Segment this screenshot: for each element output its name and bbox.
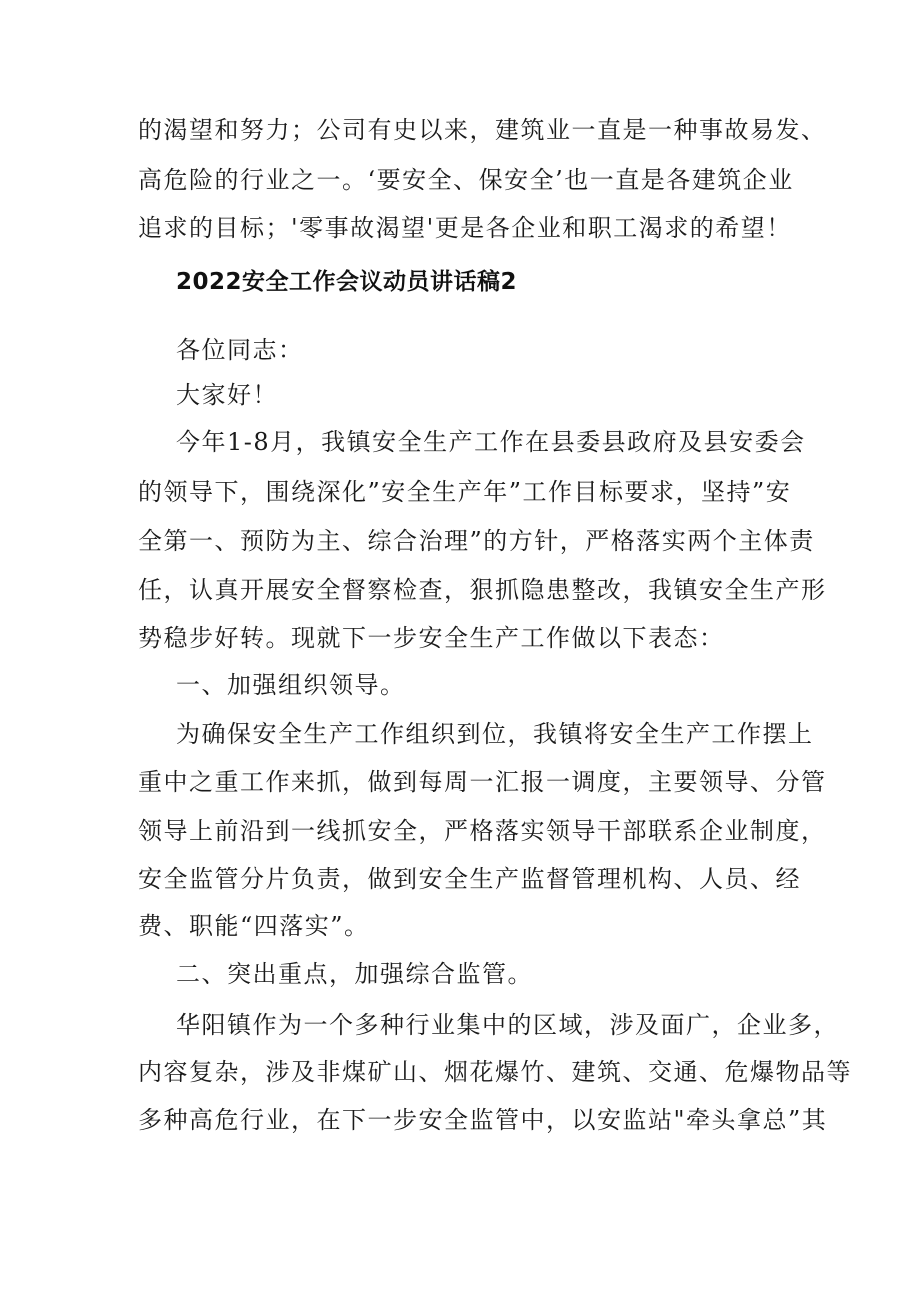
para3-line-3: 多种高危行业，在下一步安全监管中，以安监站"牵头拿总”其 (138, 1106, 828, 1134)
para1-line-3: 全第一、预防为主、综合治理”的方针，严格落实两个主体责 (138, 527, 815, 555)
section-heading: 2022安全工作会议动员讲话稿2 (176, 269, 518, 295)
para2-line-4: 安全监管分片负责，做到安全生产监督管理机构、人员、经 (138, 865, 801, 893)
section2-title: 二、突出重点，加强综合监管。 (176, 960, 533, 988)
para3-line-2: 内容复杂，涉及非煤矿山、烟花爆竹、建筑、交通、危爆物品等 (138, 1058, 852, 1086)
para1-line-4: 任，认真开展安全督察检查，狠抓隐患整改，我镇安全生产形 (138, 576, 827, 604)
section1-title: 一、加强组织领导。 (176, 671, 406, 699)
para1-line-5: 势稳步好转。现就下一步安全生产工作做以下表态： (138, 624, 725, 652)
intro-line-3: 追求的目标；'零事故渴望'更是各企业和职工渴求的希望！ (138, 214, 792, 242)
intro-line-1: 的渴望和努力；公司有史以来，建筑业一直是一种事故易发、 (138, 116, 827, 144)
salutation: 各位同志： (176, 336, 304, 364)
para2-line-1: 为确保安全生产工作组织到位，我镇将安全生产工作摆上 (176, 720, 814, 748)
para1-line-1: 今年1-8月，我镇安全生产工作在县委县政府及县安委会 (176, 428, 806, 456)
para2-line-5: 费、职能“四落实”。 (138, 912, 370, 940)
para3-line-1: 华阳镇作为一个多种行业集中的区域，涉及面广，企业多， (176, 1011, 839, 1039)
intro-line-2: 高危险的行业之一。‘要安全、保安全’也一直是各建筑企业 (138, 166, 794, 194)
greeting: 大家好！ (176, 381, 278, 409)
para2-line-3: 领导上前沿到一线抓安全，严格落实领导干部联系企业制度， (138, 817, 827, 845)
para2-line-2: 重中之重工作来抓，做到每周一汇报一调度，主要领导、分管 (138, 768, 827, 796)
para1-line-2: 的领导下，围绕深化”安全生产年”工作目标要求，坚持”安 (138, 478, 792, 506)
